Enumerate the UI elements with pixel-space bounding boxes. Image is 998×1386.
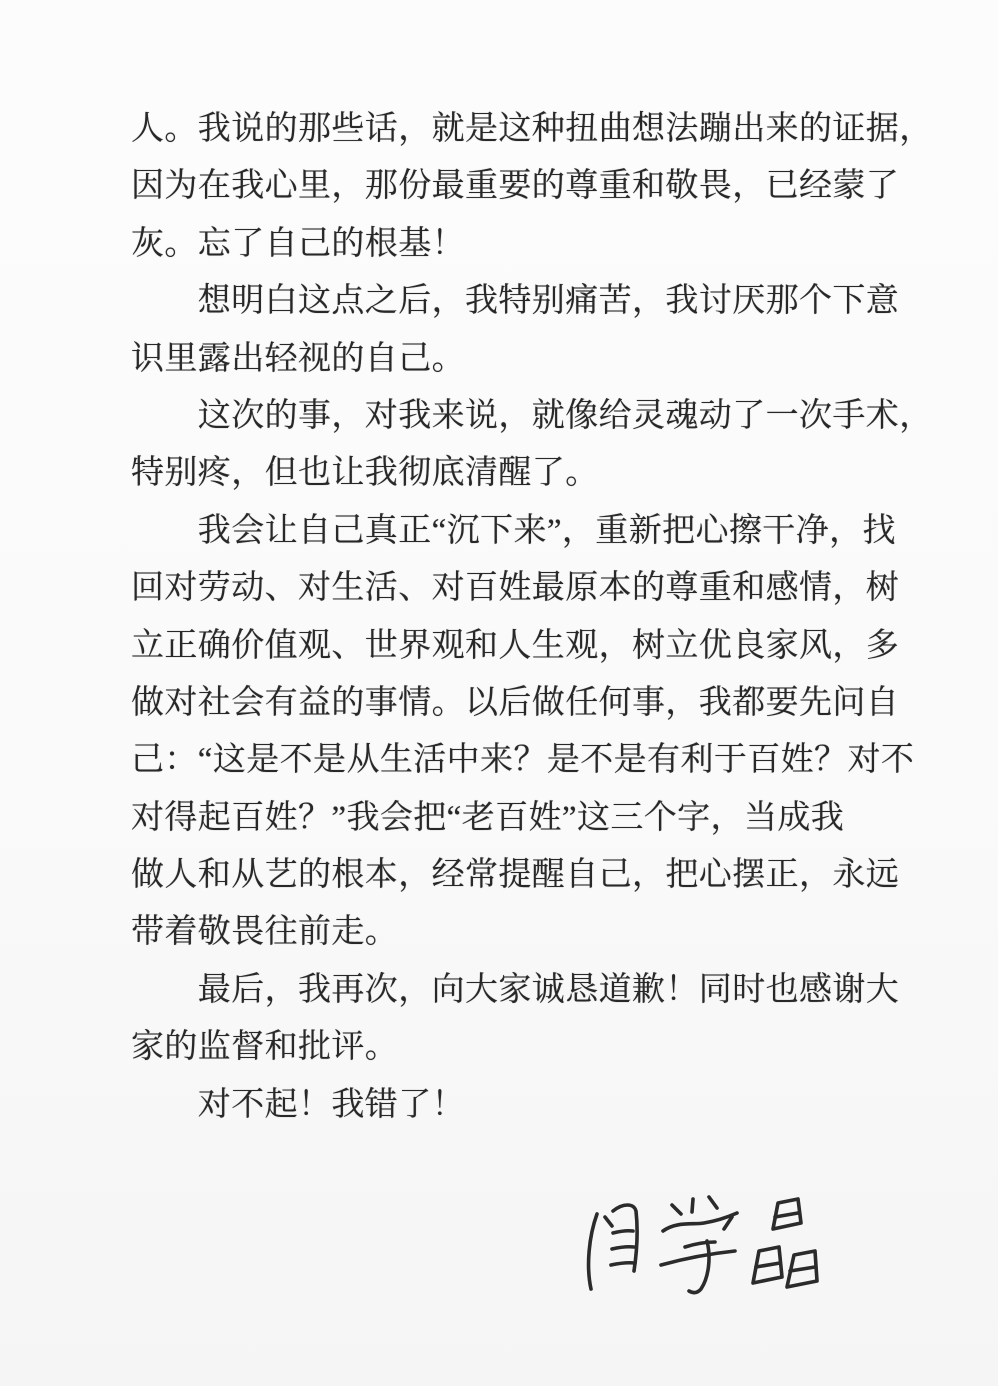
letter-line: 识里露出轻视的自己。 — [131, 340, 465, 377]
letter-line: 家的监督和批评。 — [131, 1029, 399, 1066]
letter-line: 对不起！我错了！ — [131, 1086, 465, 1123]
handwritten-signature — [576, 1190, 822, 1302]
letter-line: 做人和从艺的根本，经常提醒自己，把心摆正，永远 — [131, 857, 900, 894]
letter-line: 做对社会有益的事情。以后做任何事，我都要先问自 — [131, 684, 900, 721]
signature-drawing — [576, 1190, 822, 1302]
letter-line: 我会让自己真正“沉下来”，重新把心擦干净，找 — [131, 512, 896, 549]
letter-line: 对得起百姓？”我会把“老百姓”这三个字，当成我 — [131, 799, 845, 836]
letter-line: 最后，我再次，向大家诚恳道歉！同时也感谢大 — [131, 971, 900, 1008]
letter-line: 回对劳动、对生活、对百姓最原本的尊重和感情，树 — [131, 570, 900, 607]
letter-line: 因为在我心里，那份最重要的尊重和敬畏，已经蒙了 — [131, 168, 900, 205]
letter-line: 立正确价值观、世界观和人生观，树立优良家风，多 — [131, 627, 900, 664]
letter-line: 带着敬畏往前走。 — [131, 914, 399, 951]
letter-line: 灰。忘了自己的根基！ — [131, 225, 465, 262]
letter-line: 这次的事，对我来说，就像给灵魂动了一次手术， — [131, 397, 933, 434]
letter-line: 人。我说的那些话，就是这种扭曲想法蹦出来的证据， — [131, 111, 933, 147]
letter-line: 特别疼，但也让我彻底清醒了。 — [131, 455, 599, 492]
letter-body — [131, 101, 933, 1134]
letter-line: 想明白这点之后，我特别痛苦，我讨厌那个下意 — [131, 283, 900, 320]
letter-line: 己：“这是不是从生活中来？是不是有利于百姓？对不 — [131, 742, 915, 779]
